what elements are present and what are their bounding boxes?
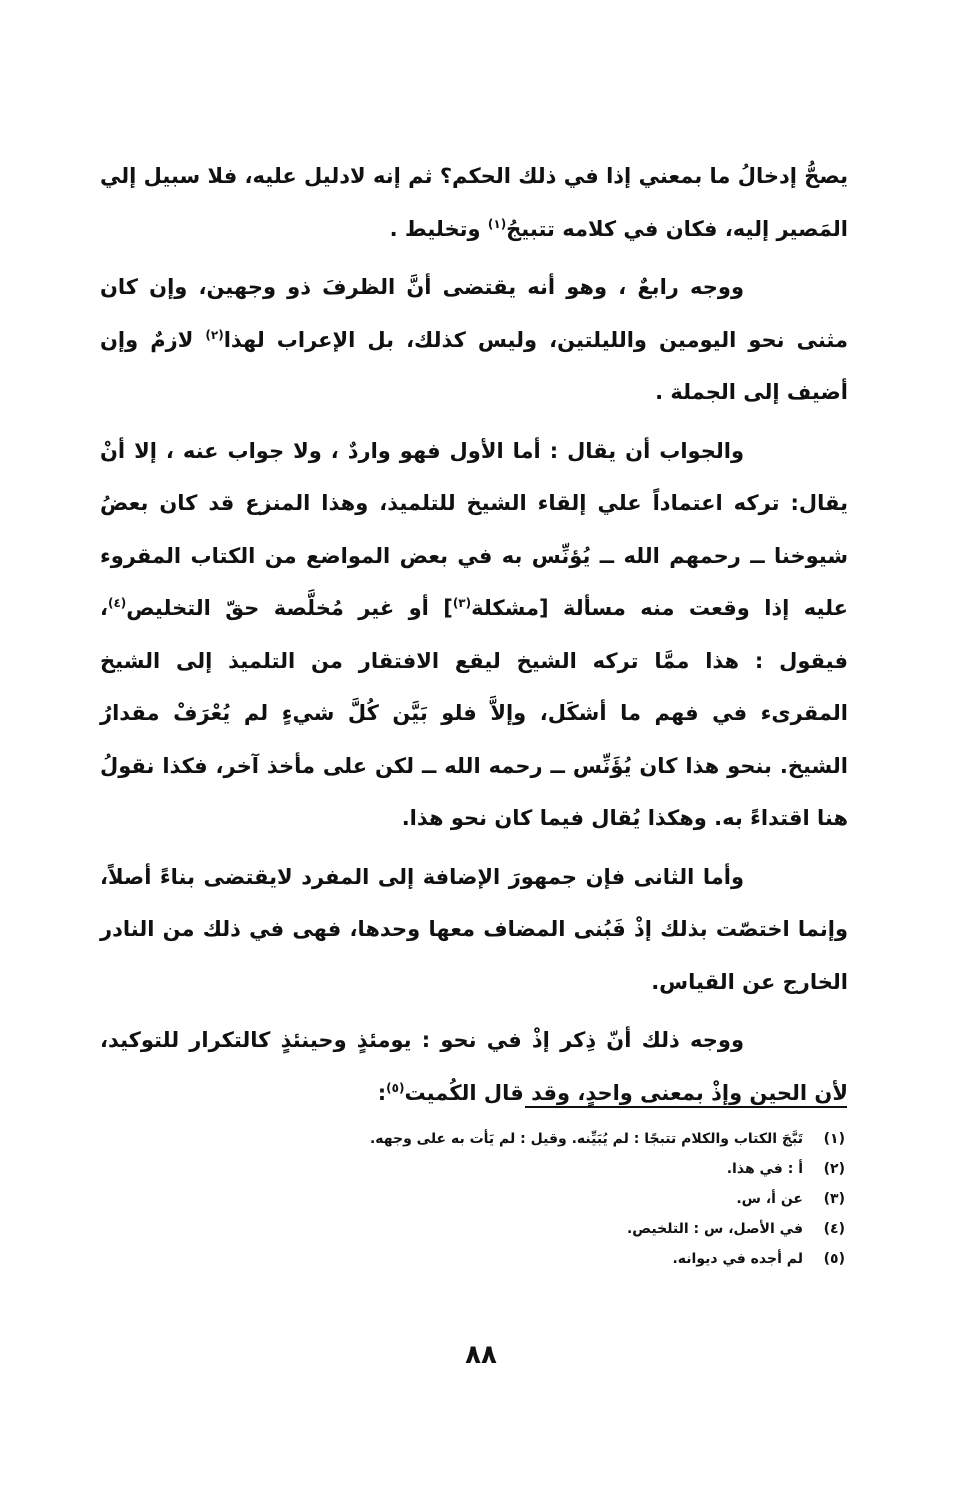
paragraph-4	[100, 851, 848, 1009]
paragraph-text: يصحُّ إدخالُ ما بمعني إذا في ذلك الحكم؟ ثم إنه لادليل عليه، فلا سبيل إلي المَصير إليه، فكان في كلامه تتبيجُ	[100, 164, 848, 241]
paragraph-text: ، فيقول : هذا ممَّا تركه الشيخ ليقع الافتقار من التلميذ إلى الشيخ المقرىء في فهم ما أشكَل، وإلاَّ فلو بَيَّن كُلَّ شيءٍ لم يُعْرَفْ مقدارُ الشيخ. بنحو هذا كان يُؤَنِّس ــ رحمه الله ــ لكن على مأخذ آخر، فكذا نقولُ هنا اقتداءً به. وهكذا يُقال فيما كان نحو هذا.	[100, 596, 848, 830]
footnote-number: (٥)	[823, 1251, 845, 1267]
paragraph-text: وتخليط .	[389, 216, 488, 241]
footnote-number: (٤)	[823, 1221, 845, 1237]
footnote-reference-1: (١)	[487, 216, 507, 231]
footnote-reference-5: (٥)	[386, 1080, 405, 1095]
footnote-1	[300, 1124, 845, 1154]
footnote-text: لم أجده في ديوانه.	[672, 1251, 803, 1267]
footnote-reference-4: (٤)	[107, 596, 127, 610]
footnote-text: أ : في هذا.	[726, 1161, 803, 1177]
main-text	[100, 150, 848, 1125]
footnote-number: (٣)	[823, 1191, 845, 1207]
paragraph-text: ووجه ذلك أنّ ذِكر إذْ في نحو : يومئذٍ وحينئذٍ كالتكرار للتوكيد، لأن الحين وإذْ بمعنى واحدٍ، وقد قال الكُميت	[100, 1028, 848, 1105]
footnote-reference-2: (٢)	[205, 327, 224, 342]
footnote-number: (١)	[823, 1131, 845, 1147]
footnote-text: تَبَّجَ الكتاب والكلام تتبجًا : لم يُبَيِّنه. وقيل : لم يَأت به على وجهه.	[369, 1131, 803, 1147]
paragraph-2	[100, 261, 848, 419]
footnote-separator-rule	[525, 1106, 847, 1108]
footnote-2	[300, 1154, 845, 1184]
paragraph-text: لازمٌ وإن أضيف إلى الجملة .	[100, 327, 848, 404]
paragraph-1	[100, 150, 848, 255]
footnote-reference-3: (٣)	[452, 596, 472, 610]
footnote-3	[300, 1184, 845, 1214]
paragraph-3	[100, 425, 848, 845]
paragraph-text: والجواب أن يقال : أما الأول فهو واردٌ ، ولا جواب عنه ، إلا أنْ يقال: تركه اعتماداً علي إلقاء الشيخ للتلميذ، وهذا المنزع قد كان بعضُ شيوخنا ــ رحمهم الله ــ يُؤنِّس به في بعض المواضع من الكتاب المقروء عليه إذا وقعت منه مسألة [مشكلة	[100, 438, 848, 620]
footnotes-list	[300, 1124, 845, 1274]
paragraph-text: وأما الثانى فإن جمهورَ الإضافة إلى المفرد لايقتضى بناءً أصلاً، وإنما اختصّت بذلك إذْ فَبُنى المضاف معها وحدها، فهى في ذلك من النادر الخارج عن القياس.	[100, 864, 848, 994]
page-number: ٨٨	[465, 1340, 497, 1370]
footnote-text: عن أ، س.	[736, 1191, 803, 1207]
footnote-number: (٢)	[823, 1161, 845, 1177]
paragraph-5	[100, 1014, 848, 1119]
footnote-text: في الأصل، س : التلخيص.	[626, 1221, 803, 1237]
paragraph-text: ووجه رابعٌ ، وهو أنه يقتضى أنَّ الظرفَ ذو وجهين، وإن كان مثنى نحو اليومين والليلتين، وليس كذلك، بل الإعراب لهذا	[100, 275, 848, 352]
paragraph-text: :	[377, 1080, 387, 1105]
footnote-4	[300, 1214, 845, 1244]
paragraph-text: ] أو غير مُخلَّصة حقّ التخليص	[126, 596, 453, 620]
footnote-5	[300, 1244, 845, 1274]
